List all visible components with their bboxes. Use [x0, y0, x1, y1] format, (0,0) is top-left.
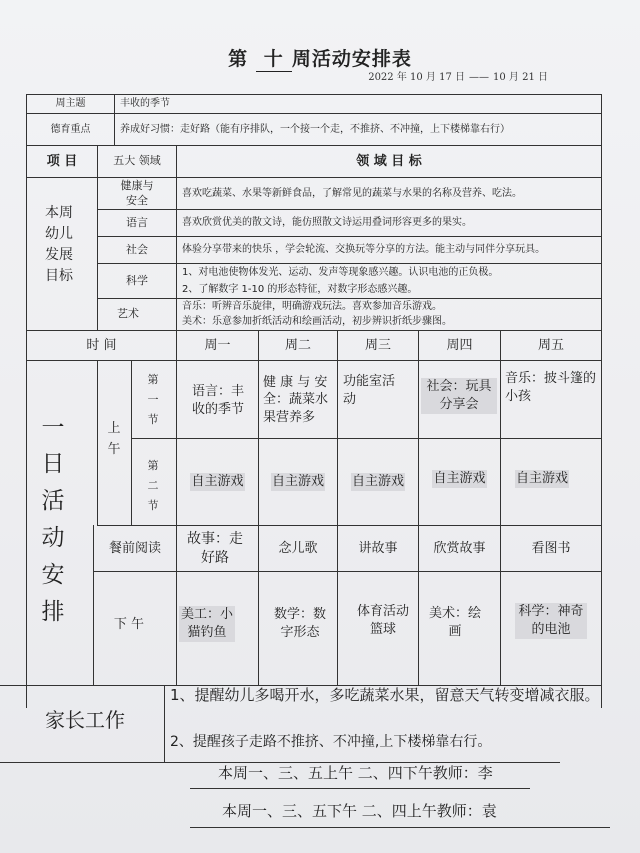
goal-health: 喜欢吃蔬菜、水果等新鲜食品，了解常见的蔬菜与水果的名称及营养、吃法。	[182, 187, 522, 199]
goals-label: 本周 幼儿 发展 目标	[45, 205, 73, 284]
slot2-tue: 自主游戏	[271, 474, 324, 490]
domain-art: 艺术	[117, 307, 139, 321]
theme-value: 丰收的季节	[120, 98, 170, 110]
moral-label: 德育重点	[50, 123, 91, 135]
weekday-tue: 周二	[284, 337, 311, 353]
date-range	[366, 68, 550, 83]
weekday-wed: 周三	[364, 337, 391, 353]
goal-art-1: 音乐：听辨音乐旋律，明确游戏玩法。喜欢参加音乐游戏。	[182, 300, 442, 312]
moral-value: 养成好习惯：走好路（能有序排队，一个接一个走，不推挤、不冲撞，上下楼梯靠右行）	[120, 123, 510, 135]
theme-label: 周主题	[55, 98, 86, 110]
afternoon-mon: 美工：小猫钓鱼	[180, 607, 233, 640]
date-sep: ——	[469, 72, 489, 83]
goal-science-2: 2、了解数字 1-10 的形态特征，对数字形态感兴趣。	[182, 283, 418, 295]
weekday-mon: 周一	[204, 337, 231, 353]
afternoon-label: 下 午	[113, 617, 145, 633]
slot2-mon: 自主游戏	[191, 474, 244, 490]
slot2-wed: 自主游戏	[351, 474, 404, 490]
weekday-fri: 周五	[537, 337, 564, 353]
title-suffix: 周活动安排表	[291, 48, 412, 70]
goal-science-1: 1、对电池使物体发光、运动、发声等现象感兴趣。认识电池的正负极。	[182, 266, 499, 278]
goal-art-2: 美术：乐意参加折纸活动和绘画活动，初步辨识折纸步骤图。	[182, 316, 452, 328]
reading-fri: 看图书	[531, 540, 571, 556]
slot1-wed: 功能室活动	[343, 374, 396, 407]
domain-language: 语言	[126, 215, 148, 229]
week-number: 十	[256, 44, 292, 72]
day-activity-label: 一日活动安排	[41, 414, 65, 625]
item-header: 项 目	[46, 153, 78, 169]
reading-tue: 念儿歌	[278, 540, 318, 556]
weekday-thu: 周四	[446, 337, 473, 353]
domain-health: 健康与安全	[120, 178, 154, 207]
afternoon-tue: 数学：数字形态	[273, 607, 326, 640]
domain-header: 五大 领域	[113, 154, 161, 168]
parents-label: 家长工作	[45, 707, 125, 732]
morning-label: 上午	[107, 421, 121, 457]
slot2-fri: 自主游戏	[515, 471, 568, 487]
date-start: 2022 年 10 月 17 日	[368, 72, 465, 83]
title-prefix: 第	[228, 48, 249, 70]
afternoon-fri: 科学：神奇的电池	[515, 596, 587, 646]
slot1-thu: 社会：玩具分享会	[421, 374, 497, 418]
goal-social: 体验分享带来的快乐 ，学会轮流、交换玩等分享的方法。能主动与同伴分享玩具。	[182, 243, 546, 255]
teacher-line-2: 本周一、三、五下午 二、四上午教师：袁	[222, 801, 497, 820]
slot1-mon: 语言：丰收的季节	[191, 384, 244, 417]
slot2-label: 第二节	[147, 459, 159, 512]
target-header: 领 域 目 标	[356, 153, 422, 169]
slot2-thu: 自主游戏	[433, 471, 486, 487]
slot1-label: 第一节	[147, 373, 159, 426]
domain-science: 科学	[126, 273, 148, 287]
time-label: 时 间	[86, 337, 117, 353]
afternoon-wed: 体育活动篮球	[356, 604, 409, 637]
afternoon-thu: 美术：绘画	[428, 606, 481, 639]
reading-thu: 欣赏故事	[433, 540, 486, 556]
parents-item-2: 2、提醒孩子走路不推挤、不冲撞,上下楼梯靠右行。	[170, 733, 492, 750]
reading-label: 餐前阅读	[108, 540, 161, 556]
reading-mon: 故事：走好路	[187, 530, 243, 566]
slot1-tue: 健 康 与 安全：蔬菜水果营养多	[263, 374, 329, 425]
domain-social: 社会	[126, 242, 148, 256]
goal-language: 喜欢欣赏优美的散文诗，能仿照散文诗运用叠词形容更多的果实。	[182, 217, 472, 229]
parents-item-1: 1、提醒幼儿多喝开水，多吃蔬菜水果，留意天气转变增减衣服。	[170, 686, 600, 704]
reading-wed: 讲故事	[358, 540, 398, 556]
teacher-line-1: 本周一、三、五上午 二、四下午教师：李	[218, 763, 493, 782]
date-end: 10 月 21 日	[493, 72, 548, 83]
slot1-fri: 音乐：披斗篷的小孩	[505, 371, 597, 404]
